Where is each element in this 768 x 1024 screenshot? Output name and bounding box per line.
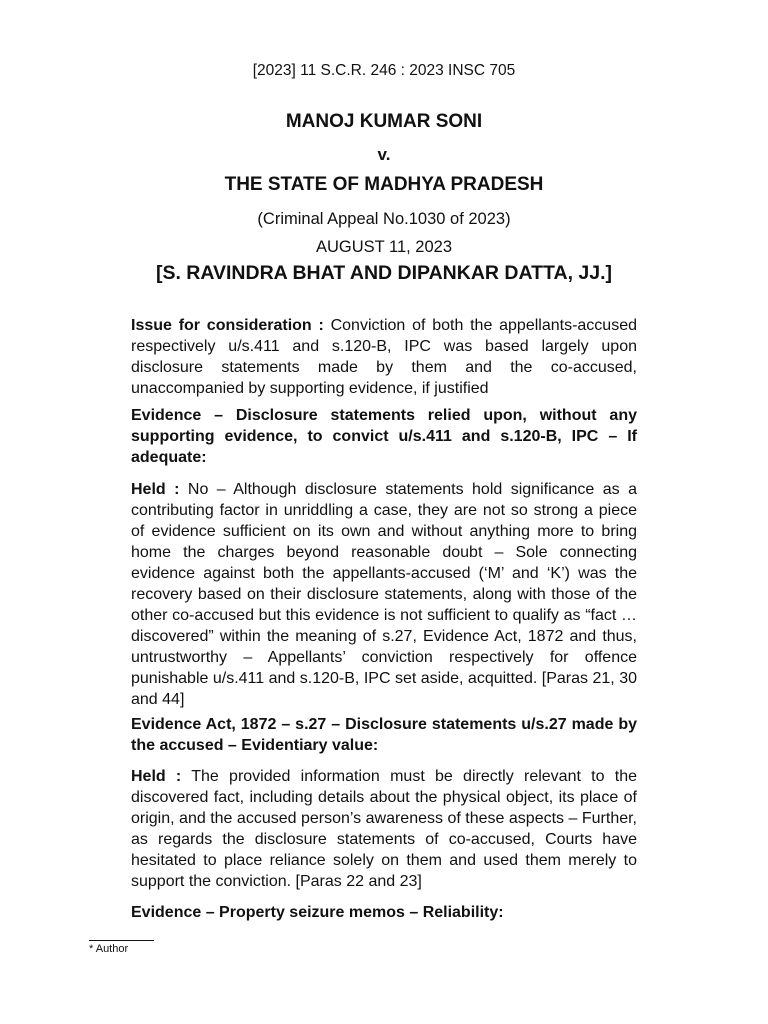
held-paragraph-2 — [131, 766, 637, 892]
issue-label: Issue for consideration : — [131, 317, 324, 334]
appellant-name: MANOJ KUMAR SONI — [285, 111, 483, 132]
held-text-1: No – Although disclosure statements hold significance as a contributing factor in unriddling a case, they are not so strong a piece of evidence sufficient on its own and without anything more to bring home the charges beyond reasonable doubt – Sole connecting evidence against both the appellants-accused (‘M’ and ‘K’) was the recovery based on their disclosure statements, along with those of the other co-accused but this evidence is not sufficient to qualify as “fact … discovered” within the meaning of s.27, Evidence Act, 1872 and thus, untrustworthy – Appellants’ conviction respectively for offence punishable u/s.411 and s.120-B, IPC set aside, acquitted. [Paras 21, 30 and 44] — [131, 481, 638, 708]
versus-label: v. — [377, 145, 391, 164]
respondent-name: THE STATE OF MADHYA PRADESH — [224, 174, 544, 195]
held-label-2: Held : — [131, 768, 182, 785]
headnote-heading-3: Evidence – Property seizure memos – Reliability: — [131, 904, 504, 921]
held-label-1: Held : — [131, 481, 180, 498]
appeal-number: (Criminal Appeal No.1030 of 2023) — [257, 210, 511, 228]
headnote-heading-1: Evidence – Disclosure statements relied upon, without any supporting evidence, to convict u/s.411 and s.120-B, IPC – If adequate: — [131, 407, 637, 466]
held-paragraph-1 — [131, 479, 637, 710]
held-text-2: The provided information must be directly relevant to the discovered fact, including details about the physical object, its place of origin, and the accused person’s awareness of these aspects – Further, as regards the disclosure statements of co-accused, Courts have hesitated to place reliance solely on them and used them merely to support the conviction. [Paras 22 and 23] — [131, 768, 638, 890]
report-citation: [2023] 11 S.C.R. 246 : 2023 INSC 705 — [252, 62, 516, 79]
footnote: * Author — [89, 943, 129, 955]
footnote-divider — [89, 940, 154, 941]
issue-paragraph — [131, 315, 637, 399]
headnote-heading-2: Evidence Act, 1872 – s.27 – Disclosure statements u/s.27 made by the accused – Evidentiary value: — [131, 716, 637, 754]
bench-judges: [S. RAVINDRA BHAT AND DIPANKAR DATTA, JJ.] — [155, 262, 613, 284]
judgment-date: AUGUST 11, 2023 — [315, 238, 453, 256]
issue-text: Conviction of both the appellants-accused respectively u/s.411 and s.120-B, IPC was based largely upon disclosure statements made by them and the co-accused, unaccompanied by supporting evidence, if justified — [131, 317, 637, 397]
